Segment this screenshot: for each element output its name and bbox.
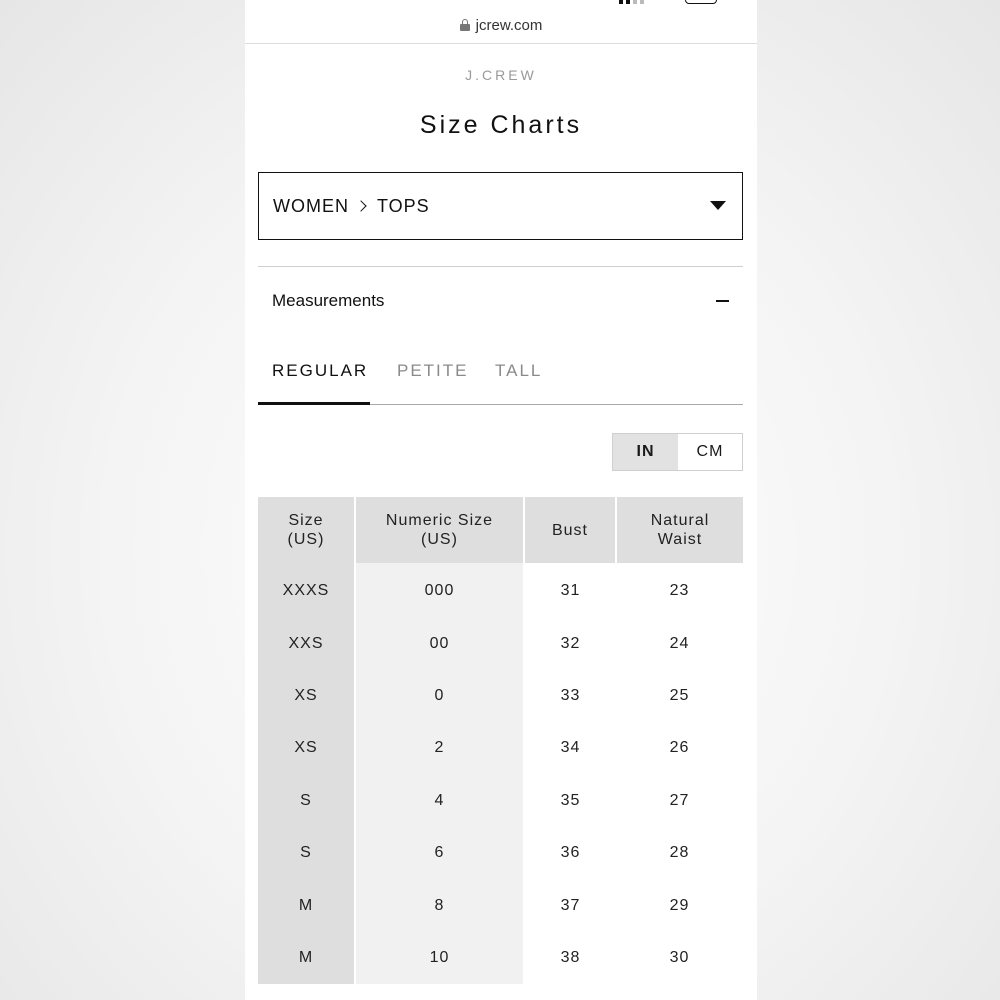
header-line: Waist xyxy=(657,531,703,548)
header-line: (US) xyxy=(421,531,458,548)
table-cell: 23 xyxy=(616,563,743,617)
table-cell: 29 xyxy=(616,879,743,931)
table-cell: XXXS xyxy=(258,563,355,617)
category-level2: TOPS xyxy=(377,195,430,216)
table-cell: 32 xyxy=(524,617,616,669)
table-cell: 0 xyxy=(355,670,524,722)
table-cell: 35 xyxy=(524,775,616,827)
unit-cm-button[interactable]: CM xyxy=(678,434,742,470)
accordion-label: Measurements xyxy=(272,291,385,310)
category-select[interactable] xyxy=(258,172,743,240)
header-line: Bust xyxy=(551,521,588,539)
table-cell: 31 xyxy=(524,563,616,617)
table-row xyxy=(258,879,743,931)
table-row xyxy=(258,932,743,984)
chevron-right-icon xyxy=(355,200,366,211)
table-cell: 27 xyxy=(616,775,743,827)
signal-icon xyxy=(619,0,644,4)
table-cell: M xyxy=(258,932,355,984)
divider xyxy=(258,266,743,267)
table-row xyxy=(258,617,743,669)
table-cell: 10 xyxy=(355,932,524,984)
table-cell: 30 xyxy=(616,932,743,984)
table-cell: 4 xyxy=(355,775,524,827)
divider xyxy=(245,43,757,44)
address-bar[interactable] xyxy=(245,14,757,36)
tab-tall[interactable]: TALL xyxy=(495,361,543,380)
caret-down-icon xyxy=(710,201,726,210)
header-line: Natural xyxy=(650,512,710,529)
measurements-accordion[interactable] xyxy=(258,284,743,318)
table-cell: 24 xyxy=(616,617,743,669)
tab-regular[interactable]: REGULAR xyxy=(272,361,369,380)
table-cell: S xyxy=(258,827,355,879)
table-cell: 34 xyxy=(524,722,616,774)
table-cell: 2 xyxy=(355,722,524,774)
lock-icon xyxy=(460,19,470,31)
header-line: Numeric Size xyxy=(385,512,494,529)
table-cell: 28 xyxy=(616,827,743,879)
unit-in-button[interactable]: IN xyxy=(613,434,678,470)
size-chart-table xyxy=(258,497,743,984)
table-body xyxy=(258,563,743,984)
table-cell: 26 xyxy=(616,722,743,774)
table-row xyxy=(258,563,743,617)
table-cell: XS xyxy=(258,670,355,722)
table-cell: XXS xyxy=(258,617,355,669)
header-numeric-size xyxy=(355,497,524,563)
table-row xyxy=(258,775,743,827)
table-row xyxy=(258,827,743,879)
table-cell: 6 xyxy=(355,827,524,879)
table-cell: 25 xyxy=(616,670,743,722)
table-cell: XS xyxy=(258,722,355,774)
battery-icon xyxy=(685,0,717,4)
tab-petite[interactable]: PETITE xyxy=(397,361,469,380)
table-cell: 36 xyxy=(524,827,616,879)
table-cell: M xyxy=(258,879,355,931)
header-natural-waist xyxy=(616,497,743,563)
page-title: Size Charts xyxy=(419,111,583,139)
url-text: jcrew.com xyxy=(475,16,543,34)
header-line: (US) xyxy=(287,531,325,548)
table-row xyxy=(258,722,743,774)
fit-tabs xyxy=(258,352,743,406)
header-bust xyxy=(524,497,616,563)
table-cell: S xyxy=(258,775,355,827)
minus-icon[interactable] xyxy=(716,300,729,302)
active-tab-indicator xyxy=(258,402,370,405)
table-cell: 33 xyxy=(524,670,616,722)
phone-screen xyxy=(245,0,757,1000)
table-cell: 00 xyxy=(355,617,524,669)
brand-logo[interactable]: J.CREW xyxy=(465,67,537,83)
header-size xyxy=(258,497,355,563)
table-row xyxy=(258,670,743,722)
unit-toggle xyxy=(612,433,743,471)
table-cell: 37 xyxy=(524,879,616,931)
table-cell: 000 xyxy=(355,563,524,617)
category-level1: WOMEN xyxy=(273,195,349,216)
table-header-row xyxy=(258,497,743,563)
table-cell: 8 xyxy=(355,879,524,931)
header-line: Size xyxy=(288,512,324,529)
table-cell: 38 xyxy=(524,932,616,984)
